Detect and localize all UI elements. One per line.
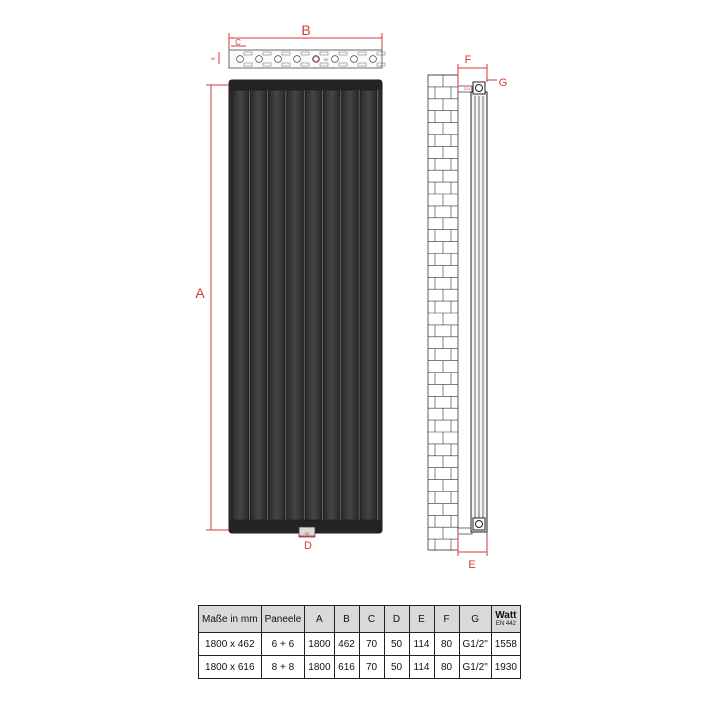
radiator-side-profile	[471, 82, 487, 532]
header-dimensions: Maße in mm	[199, 606, 262, 633]
dimension-c-marker: 50	[323, 57, 329, 62]
bracket-hole	[370, 56, 377, 63]
side-view	[428, 54, 507, 571]
cell-watt: 1558	[491, 633, 520, 656]
radiator-body	[229, 80, 382, 537]
front-view	[195, 22, 385, 552]
panel-tube	[232, 90, 248, 520]
cell-f: 80	[434, 633, 459, 656]
dimension-b	[229, 22, 382, 50]
header-b: B	[334, 606, 359, 633]
dimension-e	[458, 532, 487, 571]
dimension-a	[195, 85, 229, 530]
panel-tube	[250, 90, 266, 520]
header-d: D	[384, 606, 409, 633]
cell-panels: 6 + 6	[261, 633, 305, 656]
header-watt	[491, 606, 520, 633]
bracket-hole	[351, 56, 358, 63]
header-panels: Paneele	[261, 606, 305, 633]
dimension-d-label: D	[304, 540, 312, 552]
cell-dimensions: 1800 x 616	[199, 656, 262, 679]
cell-e: 114	[409, 633, 434, 656]
dimension-g-label: G	[498, 77, 508, 89]
header-e: E	[409, 606, 434, 633]
cell-a: 1800	[305, 656, 334, 679]
bracket-hole	[256, 56, 263, 63]
panel-tube	[360, 90, 376, 520]
watt-standard: EN 442	[495, 621, 516, 627]
panel-tube	[342, 90, 358, 520]
dimension-e-label: E	[468, 559, 476, 571]
header-g: G	[459, 606, 491, 633]
table-header-row	[199, 606, 521, 633]
dimension-small-label: 50	[210, 56, 216, 61]
bracket-hole	[275, 56, 282, 63]
cell-d: 50	[384, 633, 409, 656]
cell-c: 70	[359, 656, 384, 679]
cell-g: G1/2"	[459, 633, 491, 656]
specification-table	[198, 605, 521, 679]
cell-d: 50	[384, 656, 409, 679]
cell-b: 616	[334, 656, 359, 679]
dimension-g-small: G1/2	[463, 86, 473, 91]
table-row	[199, 656, 521, 679]
panel-tube	[324, 90, 340, 520]
cell-f: 80	[434, 656, 459, 679]
brick-wall	[428, 75, 458, 551]
panel-tube	[269, 90, 285, 520]
watt-label: Watt	[495, 610, 517, 621]
top-bracket-bar	[229, 50, 385, 68]
brick-courses	[428, 75, 458, 551]
dimension-b-label: B	[301, 22, 311, 38]
bracket-hole	[294, 56, 301, 63]
cell-b: 462	[334, 633, 359, 656]
dimension-d-small: 50	[304, 531, 310, 536]
wall-bracket-bottom	[458, 528, 472, 534]
panel-tube	[305, 90, 321, 520]
header-f: F	[434, 606, 459, 633]
cell-e: 114	[409, 656, 434, 679]
table-row	[199, 633, 521, 656]
cell-c: 70	[359, 633, 384, 656]
bracket-hole	[332, 56, 339, 63]
dimension-a-label: A	[195, 285, 205, 301]
cell-panels: 8 + 8	[261, 656, 305, 679]
cell-dimensions: 1800 x 462	[199, 633, 262, 656]
header-a: A	[305, 606, 334, 633]
bracket-hole	[237, 56, 244, 63]
cell-a: 1800	[305, 633, 334, 656]
cell-g: G1/2"	[459, 656, 491, 679]
dimension-c-label: C	[235, 38, 241, 47]
dimension-f-label: F	[464, 54, 472, 66]
header-c: C	[359, 606, 384, 633]
panel-tube	[287, 90, 303, 520]
cell-watt: 1930	[491, 656, 520, 679]
